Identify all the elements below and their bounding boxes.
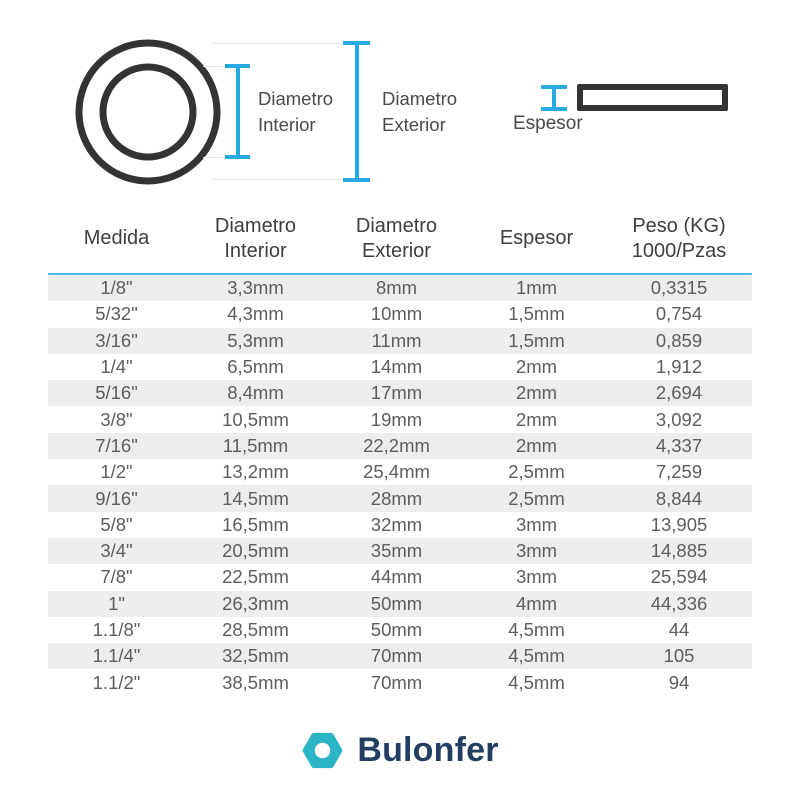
table-cell: 4,5mm	[508, 671, 565, 693]
table-cell: 3,3mm	[227, 277, 284, 299]
table-cell: 1"	[108, 592, 125, 614]
table-row	[48, 617, 752, 643]
washer-side-view	[577, 84, 728, 111]
table-cell: 8,844	[655, 487, 703, 509]
table-cell: 26,3mm	[222, 592, 289, 614]
table-cell: 1.1/2"	[92, 671, 141, 693]
table-header-row	[48, 205, 752, 275]
table-cell: 13,905	[650, 513, 708, 535]
table-cell: 5/8"	[100, 513, 133, 535]
exterior-dimension-line	[343, 41, 370, 182]
table-cell: 2,5mm	[508, 461, 565, 483]
column-header-espesor: Espesor	[499, 227, 574, 250]
table-cell: 1/2"	[100, 461, 133, 483]
column-header-diametro-interior: Diametro Interior	[214, 214, 297, 262]
table-cell: 11,5mm	[222, 434, 289, 456]
interior-diameter-label: Diametro Interior	[258, 88, 334, 136]
table-row	[48, 512, 752, 538]
table-row	[48, 591, 752, 617]
table-cell: 4,3mm	[227, 303, 284, 325]
table-cell: 2mm	[515, 434, 558, 456]
table-cell: 11mm	[371, 329, 422, 351]
table-cell: 2mm	[515, 382, 558, 404]
table-cell: 16,5mm	[222, 513, 289, 535]
table-row	[48, 564, 752, 590]
spec-table	[48, 205, 752, 696]
table-row	[48, 433, 752, 459]
table-cell: 2mm	[515, 408, 558, 430]
table-cell: 6,5mm	[227, 356, 284, 378]
brand-footer	[0, 724, 800, 776]
table-cell: 2,5mm	[508, 487, 565, 509]
table-cell: 0,3315	[650, 277, 708, 299]
table-cell: 2,694	[655, 382, 703, 404]
table-cell: 38,5mm	[222, 671, 289, 693]
leader-line	[212, 179, 358, 180]
brand-name: Bulonfer	[357, 730, 499, 769]
table-cell: 20,5mm	[222, 540, 289, 562]
column-header-peso: Peso (KG) 1000/Pzas	[631, 214, 727, 262]
table-cell: 44mm	[370, 566, 423, 588]
table-cell: 3mm	[515, 566, 558, 588]
washer-diagram	[73, 37, 223, 187]
table-row	[48, 669, 752, 695]
table-cell: 32,5mm	[222, 645, 289, 667]
table-cell: 5/16"	[95, 382, 138, 404]
table-cell: 1,912	[655, 356, 703, 378]
table-cell: 0,859	[655, 329, 703, 351]
table-cell: 13,2mm	[222, 461, 289, 483]
table-cell: 3mm	[515, 513, 558, 535]
table-row	[48, 538, 752, 564]
table-row	[48, 406, 752, 432]
table-cell: 22,2mm	[363, 434, 430, 456]
table-cell: 50mm	[370, 619, 423, 640]
table-cell: 94	[668, 671, 690, 693]
table-cell: 105	[663, 645, 695, 667]
table-row	[48, 459, 752, 485]
table-cell: 22,5mm	[222, 566, 289, 588]
table-cell: 1mm	[515, 277, 558, 299]
table-cell: 4mm	[515, 592, 558, 614]
table-cell: 14,5mm	[222, 487, 289, 509]
table-cell: 3mm	[515, 540, 558, 562]
column-header-diametro-exterior: Diametro Exterior	[355, 214, 438, 262]
table-cell: 7,259	[655, 461, 703, 483]
table-cell: 3/4"	[100, 540, 133, 562]
table-cell: 44,336	[650, 592, 708, 614]
table-row	[48, 354, 752, 380]
table-cell: 1.1/4"	[92, 645, 141, 667]
table-row	[48, 275, 752, 301]
exterior-diameter-label: Diametro Exterior	[382, 88, 458, 136]
table-cell: 19mm	[370, 408, 423, 430]
table-cell: 3/8"	[100, 408, 133, 430]
table-row	[48, 301, 752, 327]
table-cell: 8mm	[375, 277, 418, 299]
bulonfer-nut-icon	[301, 731, 344, 770]
table-cell: 3/16"	[95, 329, 138, 351]
table-cell: 28,5mm	[222, 619, 289, 640]
table-cell: 25,594	[650, 566, 708, 588]
table-cell: 50mm	[370, 592, 423, 614]
table-cell: 17mm	[370, 382, 423, 404]
table-row	[48, 643, 752, 669]
table-cell: 14,885	[650, 540, 708, 562]
leader-line	[212, 43, 358, 44]
washer-inner-circle	[103, 67, 193, 157]
table-cell: 28mm	[370, 487, 423, 509]
table-cell: 3,092	[655, 408, 703, 430]
table-cell: 44	[668, 619, 690, 640]
table-cell: 1.1/8"	[92, 619, 141, 640]
table-cell: 4,5mm	[508, 645, 565, 667]
table-cell: 14mm	[370, 356, 423, 378]
table-cell: 8,4mm	[227, 382, 284, 404]
table-cell: 4,5mm	[508, 619, 565, 640]
table-cell: 7/8"	[100, 566, 133, 588]
table-cell: 1,5mm	[508, 303, 565, 325]
table-cell: 25,4mm	[363, 461, 430, 483]
interior-dimension-line	[225, 64, 250, 159]
table-cell: 10mm	[370, 303, 423, 325]
column-header-medida: Medida	[83, 227, 150, 250]
table-cell: 10,5mm	[222, 408, 289, 430]
table-body	[48, 275, 752, 696]
table-cell: 70mm	[370, 671, 423, 693]
table-cell: 32mm	[370, 513, 423, 535]
table-cell: 5,3mm	[227, 329, 284, 351]
table-cell: 9/16"	[95, 487, 138, 509]
thickness-label: Espesor	[513, 113, 583, 134]
thickness-dimension-line	[541, 85, 567, 111]
table-cell: 1/8"	[100, 277, 133, 299]
table-row	[48, 380, 752, 406]
table-cell: 1/4"	[100, 356, 133, 378]
table-cell: 7/16"	[95, 434, 138, 456]
table-row	[48, 328, 752, 354]
table-cell: 35mm	[370, 540, 423, 562]
table-cell: 4,337	[655, 434, 703, 456]
table-cell: 5/32"	[95, 303, 138, 325]
table-cell: 2mm	[515, 356, 558, 378]
table-cell: 1,5mm	[508, 329, 565, 351]
table-cell: 70mm	[370, 645, 423, 667]
table-cell: 0,754	[655, 303, 703, 325]
table-row	[48, 485, 752, 511]
